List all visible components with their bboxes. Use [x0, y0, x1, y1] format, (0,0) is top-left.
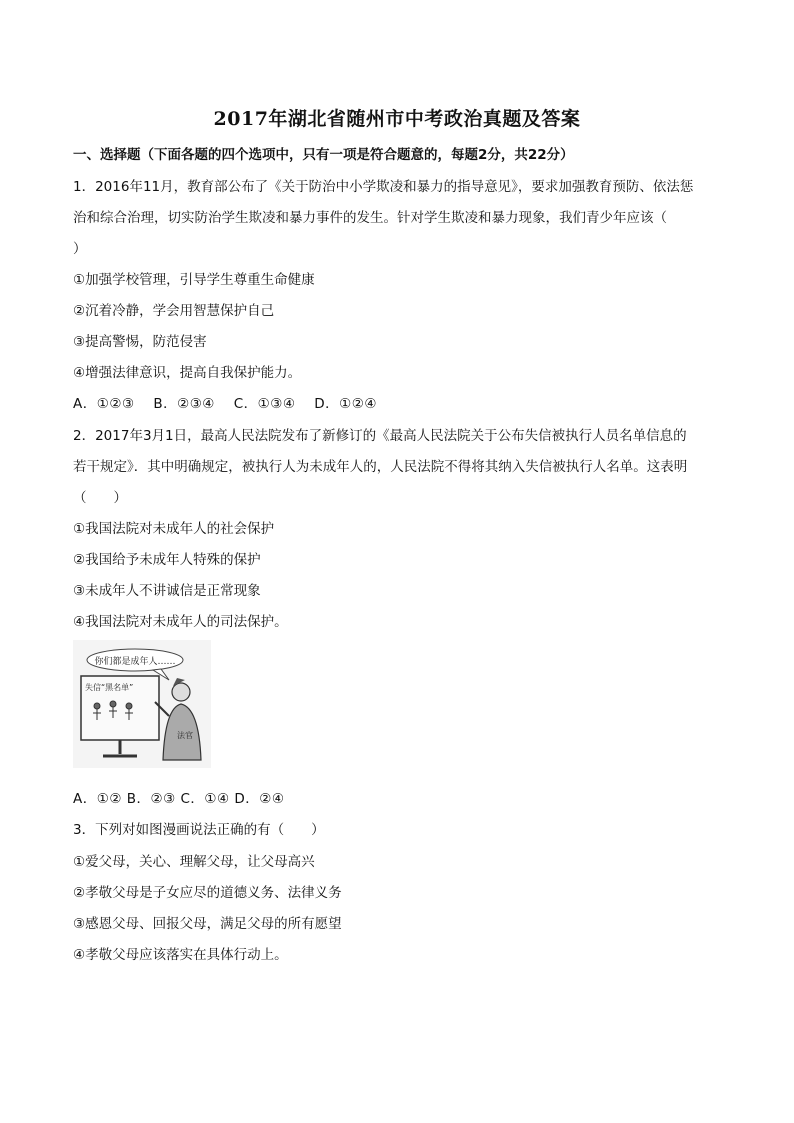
q1-option-3: ③提高警惕，防范侵害 — [73, 334, 207, 350]
q3-stem-line-1: 3．下列对如图漫画说法正确的有（ ） — [73, 822, 325, 838]
q1-stem-line-2: 治和综合治理，切实防治学生欺凌和暴力事件的发生。针对学生欺凌和暴力现象，我们青少年应该（ — [73, 210, 667, 226]
q1-option-2: ②沉着冷静，学会用智慧保护自己 — [73, 303, 275, 319]
page-title: 2017年湖北省随州市中考政治真题及答案 — [213, 108, 581, 130]
q1-option-4: ④增强法律意识，提高自我保护能力。 — [73, 365, 302, 381]
q3-option-4: ④孝敬父母应该落实在具体行动上。 — [73, 947, 288, 963]
q2-option-3: ③未成年人不讲诚信是正常现象 — [73, 583, 261, 599]
q3-option-3: ③感恩父母、回报父母，满足父母的所有愿望 — [73, 916, 342, 932]
q2-stem-line-3: （ ） — [73, 490, 127, 506]
cartoon-board-text: 失信“黑名单” — [85, 683, 134, 692]
q1-stem-line-3: ） — [73, 241, 87, 257]
q2-option-1: ①我国法院对未成年人的社会保护 — [73, 521, 275, 537]
cartoon-illustration — [73, 640, 211, 768]
q2-option-2: ②我国给予未成年人特殊的保护 — [73, 552, 261, 568]
q2-option-4: ④我国法院对未成年人的司法保护。 — [73, 614, 288, 630]
q3-option-2: ②孝敬父母是子女应尽的道德义务、法律义务 — [73, 885, 342, 901]
q2-answer-choices: A．①② B．②③ C．①④ D．②④ — [73, 791, 285, 807]
q1-option-1: ①加强学校管理，引导学生尊重生命健康 — [73, 272, 315, 288]
q1-stem-line-1: 1．2016年11月，教育部公布了《关于防治中小学欺凌和暴力的指导意见》，要求加强教育预防、依法惩 — [73, 179, 694, 195]
q3-option-1: ①爱父母，关心、理解父母，让父母高兴 — [73, 854, 315, 870]
q2-stem-line-2: 若干规定》．其中明确规定，被执行人为未成年人的，人民法院不得将其纳入失信被执行人名单。这表明 — [73, 459, 688, 475]
cartoon-bubble-text: 你们都是成年人…… — [94, 657, 176, 667]
q2-stem-line-1: 2．2017年3月1日，最高人民法院发布了新修订的《最高人民法院关于公布失信被执行人员名单信息的 — [73, 428, 687, 444]
section-heading: 一、选择题（下面各题的四个选项中，只有一项是符合题意的，每题2分，共22分） — [73, 147, 574, 163]
cartoon-badge-text: 法官 — [177, 731, 193, 740]
q1-answer-choices: A．①②③ B．②③④ C．①③④ D．①②④ — [73, 396, 377, 412]
